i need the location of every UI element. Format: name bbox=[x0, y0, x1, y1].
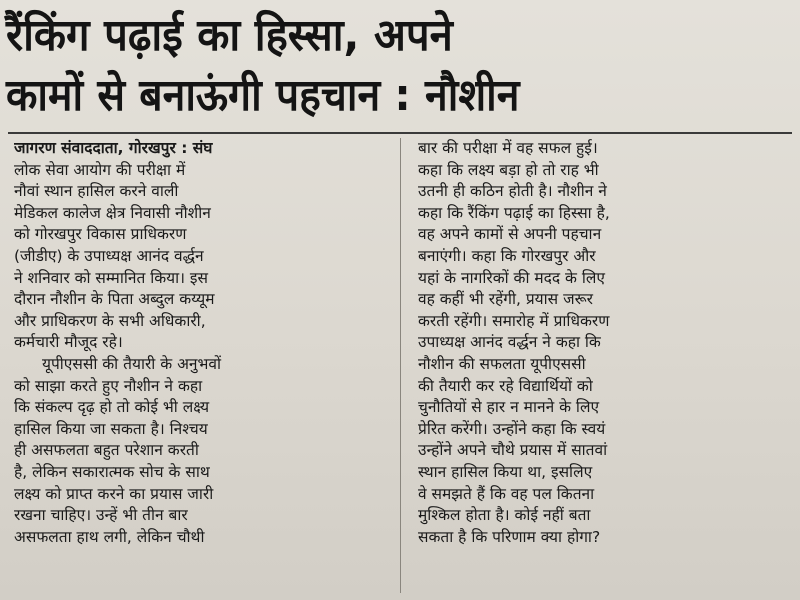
article-line: वे समझते हैं कि वह पल कितना bbox=[418, 484, 595, 503]
article-line: कहा कि रैंकिंग पढ़ाई का हिस्सा है, bbox=[418, 203, 610, 222]
article-line: स्थान हासिल किया था, इसलिए bbox=[418, 462, 593, 481]
article-line: है, लेकिन सकारात्मक सोच के साथ bbox=[14, 462, 210, 481]
article-line: चुनौतियों से हार न मानने के लिए bbox=[418, 398, 600, 417]
article-line: असफलता हाथ लगी, लेकिन चौथी bbox=[14, 527, 205, 546]
article-line: सकता है कि परिणाम क्या होगा? bbox=[418, 527, 601, 546]
article-line: रखना चाहिए। उन्हें भी तीन बार bbox=[14, 506, 188, 525]
headline-line-2: कामों से बनाऊंगी पहचान : नौशीन bbox=[6, 70, 520, 121]
article-line: नौशीन की सफलता यूपीएससी bbox=[418, 354, 586, 373]
article-line: को साझा करते हुए नौशीन ने कहा bbox=[14, 376, 203, 395]
headline bbox=[6, 6, 794, 126]
article-line: की तैयारी कर रहे विद्यार्थियों को bbox=[418, 376, 593, 395]
article-line: मेडिकल कालेज क्षेत्र निवासी नौशीन bbox=[14, 203, 211, 222]
article-line: यहां के नागरिकों की मदद के लिए bbox=[418, 268, 605, 287]
article-line: मुश्किल होता है। कोई नहीं बता bbox=[418, 506, 591, 525]
article-line: ने शनिवार को सम्मानित किया। इस bbox=[14, 268, 209, 287]
article-line: लोक सेवा आयोग की परीक्षा में bbox=[14, 160, 186, 179]
article-line: करती रहेंगी। समारोह में प्राधिकरण bbox=[418, 311, 610, 330]
article-line: नौवां स्थान हासिल करने वाली bbox=[14, 182, 179, 201]
article-line: कर्मचारी मौजूद रहे। bbox=[14, 333, 123, 352]
article-line: उन्होंने अपने चौथे प्रयास में सातवां bbox=[418, 441, 608, 460]
article-line: कहा कि लक्ष्य बड़ा हो तो राह भी bbox=[418, 160, 599, 179]
article-line: (जीडीए) के उपाध्यक्ष आनंद वर्द्धन bbox=[14, 246, 204, 265]
article-line: उतनी ही कठिन होती है। नौशीन ने bbox=[418, 182, 607, 201]
article-line: हासिल किया जा सकता है। निश्चय bbox=[14, 419, 208, 438]
article-line: ही असफलता बहुत परेशान करती bbox=[14, 441, 199, 460]
article-line: बनाएंगी। कहा कि गोरखपुर और bbox=[418, 246, 596, 265]
article-line: जागरण संवाददाता, गोरखपुर : संघ bbox=[14, 139, 213, 157]
article-line: वह अपने कामों से अपनी पहचान bbox=[418, 225, 602, 244]
left-column bbox=[14, 138, 386, 548]
column-divider bbox=[400, 138, 401, 593]
article-line: उपाध्यक्ष आनंद वर्द्धन ने कहा कि bbox=[418, 333, 601, 352]
article-line: यूपीएससी की तैयारी के अनुभवों bbox=[42, 354, 222, 373]
headline-line-1: रैंकिंग पढ़ाई का हिस्सा, अपने bbox=[6, 10, 453, 61]
article-line: कि संकल्प दृढ़ हो तो कोई भी लक्ष्य bbox=[14, 398, 210, 417]
article-line: को गोरखपुर विकास प्राधिकरण bbox=[14, 225, 187, 244]
article-line: प्रेरित करेंगी। उन्होंने कहा कि स्वयं bbox=[418, 419, 606, 438]
article-line: दौरान नौशीन के पिता अब्दुल कय्यूम bbox=[14, 290, 215, 309]
article-line: लक्ष्य को प्राप्त करने का प्रयास जारी bbox=[14, 484, 214, 503]
right-column bbox=[418, 138, 782, 548]
headline-rule bbox=[8, 132, 792, 134]
article-line: बार की परीक्षा में वह सफल हुई। bbox=[418, 139, 598, 157]
article-line: वह कहीं भी रहेंगी, प्रयास जरूर bbox=[418, 290, 593, 309]
article-line: और प्राधिकरण के सभी अधिकारी, bbox=[14, 311, 206, 330]
